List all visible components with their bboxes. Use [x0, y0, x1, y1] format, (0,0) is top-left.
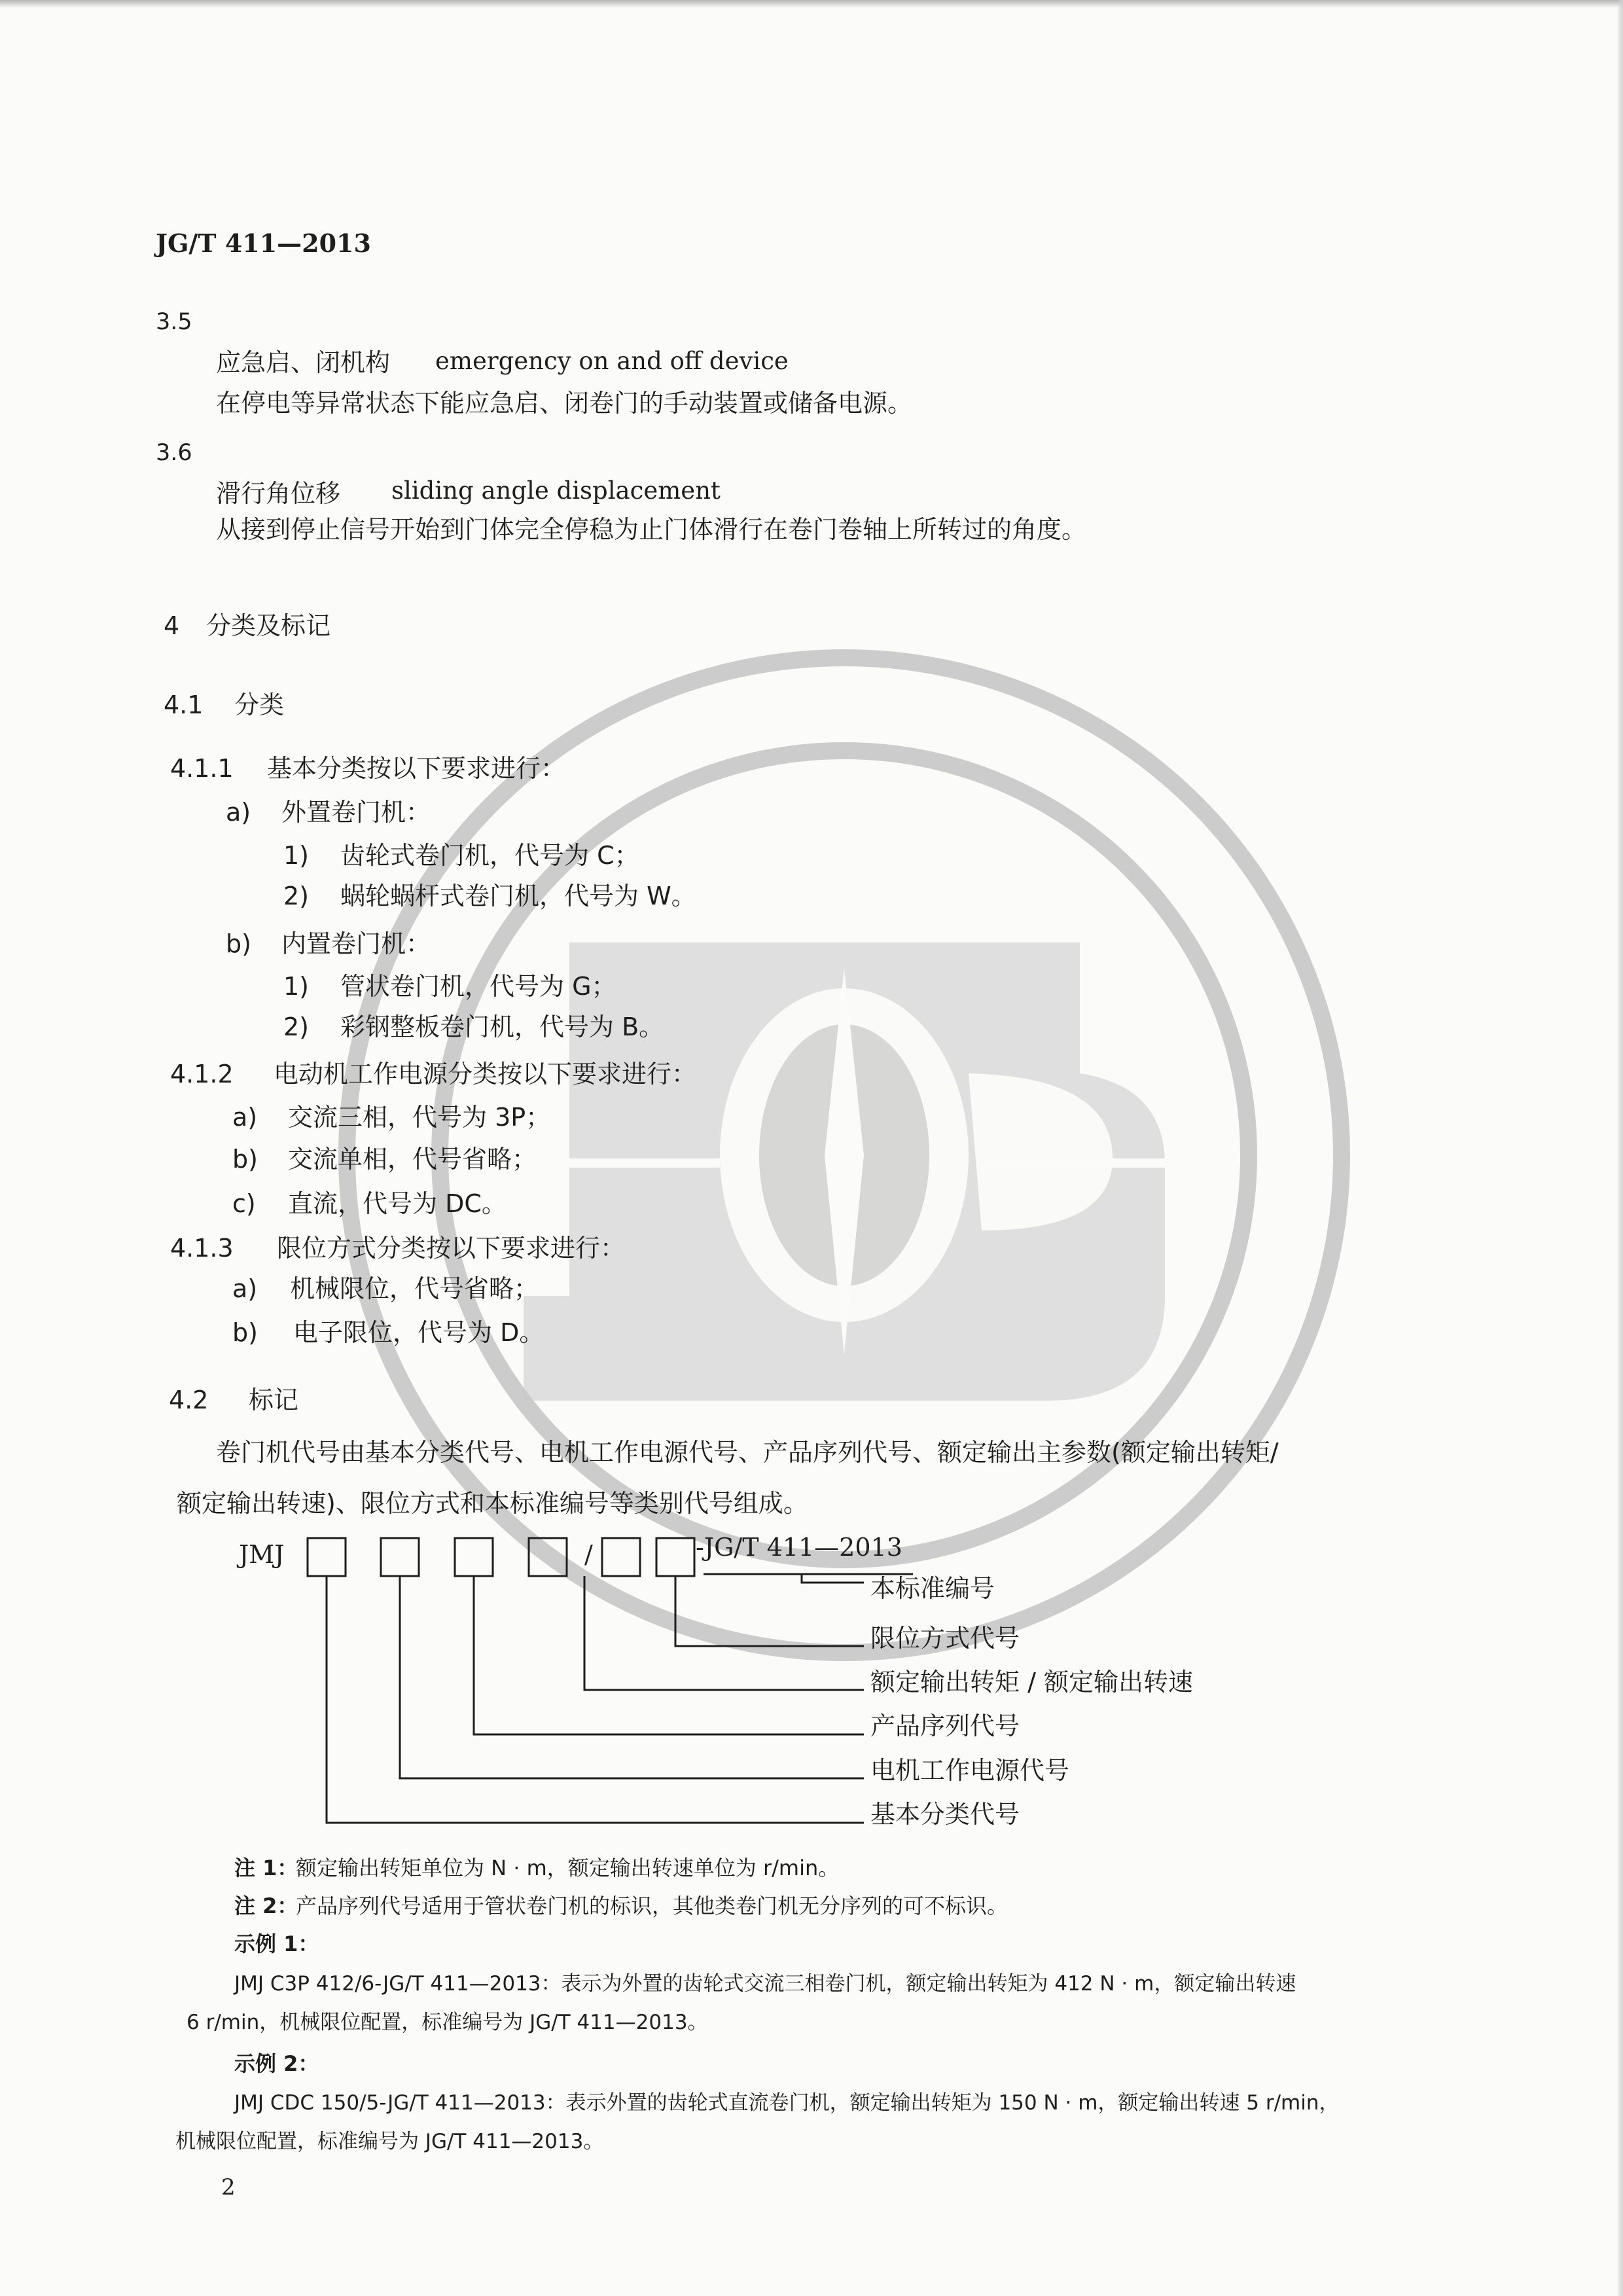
- diagram-prefix: JMJ: [239, 1540, 285, 1569]
- power-c-text: 直流，代号为 DC。: [288, 1189, 507, 1218]
- example-2-line1: JMJ CDC 150/5-JG/T 411—2013：表示外置的齿轮式直流卷门机，额定输出转矩为 150 N · m，额定输出转速 5 r/min，: [234, 2091, 1340, 2115]
- section-3-5-term-cn: 应急启、闭机构: [216, 348, 391, 377]
- section-4-1-number: 4.1: [164, 691, 204, 719]
- diagram-suffix: -JG/T 411—2013: [696, 1533, 902, 1562]
- example-1-line2: 6 r/min，机械限位配置，标准编号为 JG/T 411—2013。: [187, 2011, 708, 2034]
- section-3-5-definition: 在停电等异常状态下能应急启、闭卷门的手动装置或储备电源。: [216, 389, 913, 418]
- note-2-label: 注 2：: [234, 1893, 298, 1918]
- header-standard-code: JG/T 411—2013: [156, 228, 371, 258]
- diagram-label-series: 产品序列代号: [870, 1712, 1020, 1740]
- diagram-label-torque-speed: 额定输出转矩 / 额定输出转速: [870, 1668, 1193, 1696]
- diagram-label-power: 电机工作电源代号: [870, 1756, 1070, 1785]
- item-a-text: 外置卷门机：: [281, 798, 431, 827]
- power-b-label: b): [232, 1145, 258, 1174]
- item-b1-label: 1): [283, 972, 310, 1001]
- code-box-1: [308, 1538, 346, 1576]
- note-2-text: 产品序列代号适用于管状卷门机的标识，其他类卷门机无分序列的可不标识。: [296, 1893, 1008, 1918]
- item-b2-text: 彩钢整板卷门机，代号为 B。: [340, 1013, 664, 1041]
- section-4-title: 分类及标记: [206, 611, 331, 640]
- section-3-5-number: 3.5: [156, 309, 192, 335]
- power-a-text: 交流三相，代号为 3P；: [288, 1103, 551, 1132]
- limit-a-text: 机械限位，代号省略；: [290, 1274, 539, 1303]
- section-3-6-term-en: sliding angle displacement: [391, 476, 721, 505]
- example-2-title: 示例 2：: [234, 2051, 319, 2076]
- limit-a-label: a): [232, 1274, 258, 1303]
- diagram-label-basic-class: 基本分类代号: [870, 1800, 1020, 1829]
- code-box-3: [455, 1538, 493, 1576]
- section-4-1-3-text: 限位方式分类按以下要求进行：: [277, 1234, 626, 1263]
- section-3-6-definition: 从接到停止信号开始到门体完全停稳为止门体滑行在卷门卷轴上所转过的角度。: [216, 515, 1087, 544]
- limit-b-text: 电子限位，代号为 D。: [293, 1318, 544, 1347]
- code-box-6: [656, 1538, 694, 1576]
- item-b-label: b): [226, 929, 251, 958]
- section-4-2-number: 4.2: [169, 1386, 209, 1414]
- note-1-text: 额定输出转矩单位为 N · m，额定输出转速单位为 r/min。: [296, 1856, 840, 1880]
- section-4-number: 4: [164, 611, 180, 640]
- item-a2-text: 蜗轮蜗杆式卷门机，代号为 W。: [340, 882, 696, 910]
- section-4-2-title: 标记: [249, 1386, 299, 1414]
- power-b-text: 交流单相，代号省略；: [288, 1145, 537, 1174]
- note-1-label: 注 1：: [234, 1856, 298, 1880]
- page-number: 2: [221, 2174, 236, 2200]
- item-a1-label: 1): [283, 841, 310, 870]
- example-1-title: 示例 1：: [234, 1931, 319, 1956]
- section-4-2-para-line2: 额定输出转速)、限位方式和本标准编号等类别代号组成。: [177, 1489, 808, 1518]
- diagram-slash: /: [584, 1540, 593, 1569]
- code-box-2: [381, 1538, 419, 1576]
- power-c-label: c): [232, 1189, 256, 1218]
- item-b-text: 内置卷门机：: [281, 929, 431, 958]
- section-4-1-title: 分类: [234, 691, 285, 719]
- power-a-label: a): [232, 1103, 258, 1132]
- section-4-1-2-number: 4.1.2: [170, 1060, 234, 1088]
- section-3-6-number: 3.6: [156, 440, 192, 466]
- limit-b-label: b): [232, 1318, 258, 1347]
- item-a1-text: 齿轮式卷门机，代号为 C；: [340, 841, 639, 870]
- code-box-5: [602, 1538, 640, 1576]
- item-b2-label: 2): [283, 1013, 310, 1041]
- section-3-5-term-en: emergency on and off device: [435, 347, 789, 375]
- diagram-label-limit-mode: 限位方式代号: [870, 1624, 1020, 1653]
- section-4-1-2-text: 电动机工作电源分类按以下要求进行：: [274, 1060, 697, 1088]
- section-4-1-1-text: 基本分类按以下要求进行：: [267, 754, 566, 783]
- section-3-6-term-cn: 滑行角位移: [216, 479, 341, 508]
- diagram-label-standard-number: 本标准编号: [870, 1574, 995, 1603]
- example-2-line2: 机械限位配置，标准编号为 JG/T 411—2013。: [175, 2130, 604, 2153]
- section-4-1-3-number: 4.1.3: [170, 1234, 234, 1263]
- example-1-line1: JMJ C3P 412/6-JG/T 411—2013：表示为外置的齿轮式交流三相卷门机，额定输出转矩为 412 N · m，额定输出转速: [234, 1972, 1296, 1996]
- item-a-label: a): [226, 798, 251, 827]
- item-b1-text: 管状卷门机，代号为 G；: [340, 972, 616, 1001]
- section-4-2-para-line1: 卷门机代号由基本分类代号、电机工作电源代号、产品序列代号、额定输出主参数(额定输出转矩/: [216, 1438, 1279, 1467]
- section-4-1-1-number: 4.1.1: [170, 754, 234, 783]
- item-a2-label: 2): [283, 882, 310, 910]
- code-box-4: [529, 1538, 567, 1576]
